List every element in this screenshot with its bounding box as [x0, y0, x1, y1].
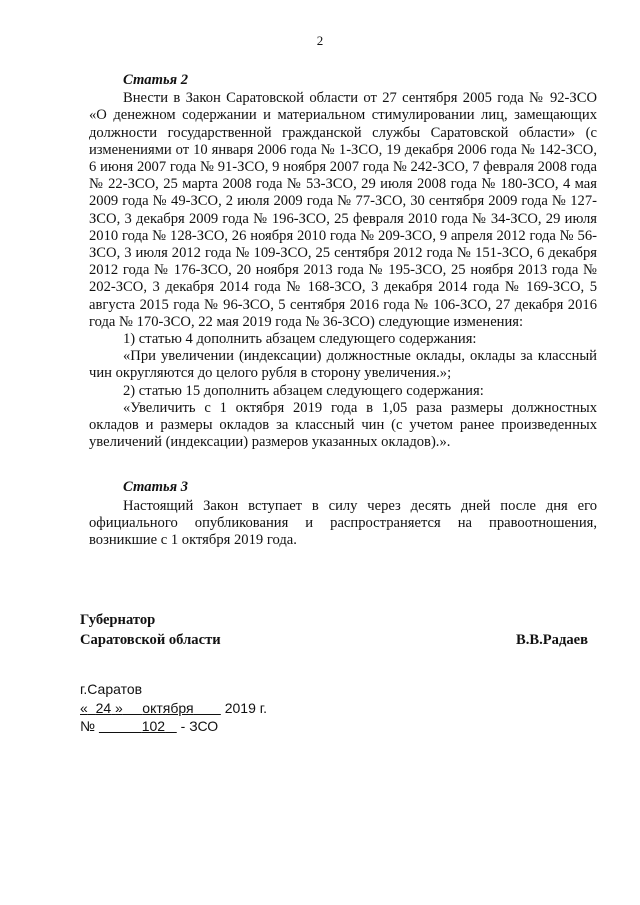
- number-sign: №: [80, 718, 96, 734]
- date-open-quote: «: [80, 699, 88, 716]
- page-number: 2: [316, 33, 324, 48]
- article-2-heading: Статья 2: [123, 72, 189, 88]
- article-3-text: Настоящий Закон вступает в силу через десять дней после дня его официального опубликования и распространяется на правоотношения, возникшие с 1 октября 2019 года.: [89, 497, 597, 549]
- article-2-item-2-text: «Увеличить с 1 октября 2019 года в 1,05 раза размеры должностных окладов и размеры окладов за классный чин (с учетом ранее произведенных увеличений (индексации) размеров указанных окладов).».: [89, 399, 597, 451]
- date-year: 2019 г.: [224, 699, 268, 716]
- article-3-heading: Статья 3: [123, 479, 189, 496]
- law-number: [80, 717, 267, 736]
- signature-title-line-2: Саратовской области: [80, 632, 221, 648]
- article-2-item-2: 2) статью 15 дополнить абзацем следующего содержания:: [123, 382, 484, 399]
- date-close-quote: »: [115, 699, 123, 716]
- signature-block: [80, 610, 588, 650]
- date-day: 24: [95, 699, 112, 716]
- date-month: октября: [142, 699, 194, 716]
- law-number-suffix: - ЗСО: [180, 718, 219, 734]
- law-date: [80, 699, 267, 718]
- signatory-name: В.В.Радаев: [515, 632, 588, 648]
- law-number-field: [99, 718, 177, 734]
- section-gap: [89, 451, 597, 479]
- date-day-field: [80, 700, 221, 716]
- law-body: [89, 72, 597, 549]
- place-date-block: [80, 680, 267, 736]
- article-2-item-1-text: «При увеличении (индексации) должностные оклады, оклады за классный чин округляются до целого рубля в сторону увеличения.»;: [89, 348, 597, 382]
- city: г.Саратов: [80, 681, 143, 697]
- article-2-item-1: 1) статью 4 дополнить абзацем следующего содержания:: [123, 331, 477, 348]
- law-number-value: 102: [141, 718, 166, 734]
- article-2-intro: Внести в Закон Саратовской области от 27 сентября 2005 года № 92-ЗСО «О денежном содержании и материальном стимулировании лиц, замещающих должности государственной гражданской службы Саратовской области» (с изменениями от 10 января 2006 года № 1-ЗСО, 19 декабря 2006 года № 142-ЗСО, 6 июня 2007 года № 91-ЗСО, 9 ноября 2007 года № 242-ЗСО, 7 февраля 2008 года № 22-ЗСО, 25 марта 2008 года № 53-ЗСО, 29 июля 2008 года № 180-ЗСО, 4 мая 2009 года № 49-ЗСО, 2 июля 2009 года № 77-ЗСО, 30 сентября 2009 года № 127-ЗСО, 3 декабря 2009 года № 196-ЗСО, 25 февраля 2010 года № 34-ЗСО, 29 июля 2010 года № 128-ЗСО, 26 ноября 2010 года № 209-ЗСО, 9 апреля 2012 года № 56-ЗСО, 3 июля 2012 года № 109-ЗСО, 25 сентября 2012 года № 151-ЗСО, 6 декабря 2012 года № 176-ЗСО, 20 ноября 2013 года № 195-ЗСО, 25 ноября 2013 года № 202-ЗСО, 3 декабря 2014 года № 168-ЗСО, 3 декабря 2014 года № 169-ЗСО, 5 августа 2015 года № 96-ЗСО, 5 сентября 2016 года № 106-ЗСО, 27 декабря 2016 года № 170-ЗСО, 22 мая 2019 года № 36-ЗСО) следующие изменения:: [89, 90, 597, 330]
- signature-title-line-1: Губернатор: [80, 612, 156, 628]
